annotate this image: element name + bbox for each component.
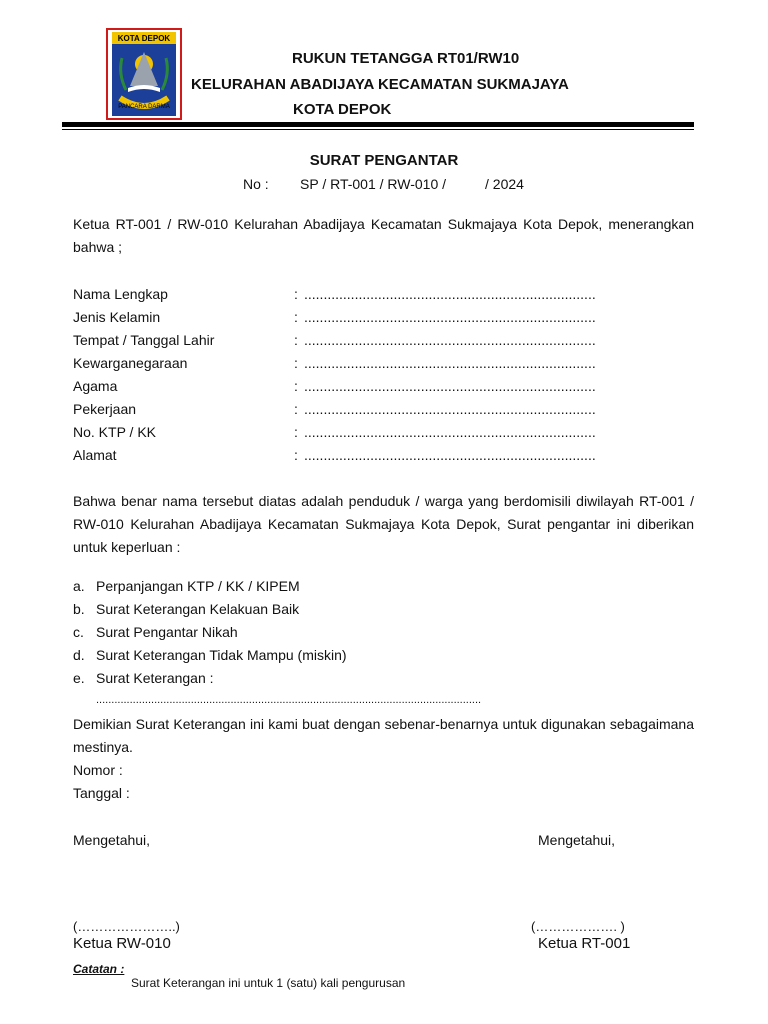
letterhead-line-3: KOTA DEPOK xyxy=(293,101,392,118)
purpose-list xyxy=(73,575,694,690)
tanggal-label: Tanggal : xyxy=(73,785,130,801)
field-value: ........................................................................... xyxy=(304,378,596,394)
field-row xyxy=(73,352,694,375)
field-value: ........................................................................... xyxy=(304,447,596,463)
field-colon: : xyxy=(294,401,298,417)
letterhead-line-1: RUKUN TETANGGA RT01/RW10 xyxy=(292,50,520,67)
field-value: ........................................................................... xyxy=(304,332,596,348)
list-item-letter: b. xyxy=(73,601,85,617)
statement-paragraph: Bahwa benar nama tersebut diatas adalah penduduk / warga yang berdomisili diwilayah RT-001 / RW-010 Kelurahan Abadijaya Kecamatan Sukmajaya Kota Depok, Surat pengantar ini diberikan untuk keperluan : xyxy=(73,493,694,555)
list-item xyxy=(73,644,694,667)
field-row xyxy=(73,398,694,421)
field-label: Tempat / Tanggal Lahir xyxy=(73,332,215,348)
field-colon: : xyxy=(294,378,298,394)
field-label: No. KTP / KK xyxy=(73,424,156,440)
field-label: Nama Lengkap xyxy=(73,286,168,302)
field-row xyxy=(73,375,694,398)
field-colon: : xyxy=(294,447,298,463)
list-item-letter: c. xyxy=(73,624,84,640)
signature-right-heading: Mengetahui, xyxy=(538,832,616,848)
letterhead-divider-thin xyxy=(62,129,694,130)
field-colon: : xyxy=(294,424,298,440)
purpose-dots: .............................................................................................................................. xyxy=(96,694,482,706)
list-item xyxy=(73,667,694,690)
signature-right-blank: (………………. ) xyxy=(531,919,625,934)
field-label: Jenis Kelamin xyxy=(73,309,161,325)
list-item-text: Surat Keterangan : xyxy=(96,670,214,686)
field-colon: : xyxy=(294,332,298,348)
field-label: Kewarganegaraan xyxy=(73,355,188,371)
field-row xyxy=(73,444,694,467)
field-value: ........................................................................... xyxy=(304,424,596,440)
list-item-letter: a. xyxy=(73,578,85,594)
list-item xyxy=(73,621,694,644)
list-item xyxy=(73,598,694,621)
field-label: Agama xyxy=(73,378,118,394)
signature-right-title: Ketua RT-001 xyxy=(538,935,631,952)
field-value: ........................................................................... xyxy=(304,286,596,302)
field-row xyxy=(73,306,694,329)
number-label: No : xyxy=(243,176,269,192)
note-label: Catatan : xyxy=(73,962,125,976)
identity-fields xyxy=(73,283,694,467)
list-item-letter: e. xyxy=(73,670,85,686)
signature-left-heading: Mengetahui, xyxy=(73,832,151,848)
number-year: / 2024 xyxy=(485,176,524,192)
letterhead-line-2: KELURAHAN ABADIJAYA KECAMATAN SUKMAJAYA xyxy=(191,76,569,93)
document-title: SURAT PENGANTAR xyxy=(309,152,459,169)
emblem-motto-text: PANCARA DARMA xyxy=(118,104,170,110)
field-row xyxy=(73,421,694,444)
list-item-text: Surat Keterangan Kelakuan Baik xyxy=(96,601,300,617)
emblem-banner-text: KOTA DEPOK xyxy=(117,34,171,43)
field-value: ........................................................................... xyxy=(304,309,596,325)
city-emblem xyxy=(106,28,182,120)
signature-left-title: Ketua RW-010 xyxy=(73,935,171,952)
list-item-letter: d. xyxy=(73,647,85,663)
intro-paragraph: Ketua RT-001 / RW-010 Kelurahan Abadijaya Kecamatan Sukmajaya Kota Depok, menerangkan bahwa ; xyxy=(73,216,694,255)
signature-left-blank: (…………………..) xyxy=(73,919,180,934)
letterhead-divider xyxy=(62,122,694,127)
closing-paragraph: Demikian Surat Keterangan ini kami buat dengan sebenar-benarnya untuk digunakan sebagaimana mestinya. xyxy=(73,716,694,755)
list-item-text: Perpanjangan KTP / KK / KIPEM xyxy=(96,578,300,594)
field-label: Alamat xyxy=(73,447,117,463)
field-value: ........................................................................... xyxy=(304,355,596,371)
list-item-text: Surat Pengantar Nikah xyxy=(96,624,238,640)
field-row xyxy=(73,283,694,306)
field-colon: : xyxy=(294,309,298,325)
field-row xyxy=(73,329,694,352)
note-text: Surat Keterangan ini untuk 1 (satu) kali pengurusan xyxy=(131,976,406,990)
nomor-label: Nomor : xyxy=(73,762,123,778)
list-item xyxy=(73,575,694,598)
field-label: Pekerjaan xyxy=(73,401,137,417)
field-colon: : xyxy=(294,286,298,302)
number-value: SP / RT-001 / RW-010 / xyxy=(300,176,447,192)
field-colon: : xyxy=(294,355,298,371)
list-item-text: Surat Keterangan Tidak Mampu (miskin) xyxy=(96,647,347,663)
field-value: ........................................................................... xyxy=(304,401,596,417)
